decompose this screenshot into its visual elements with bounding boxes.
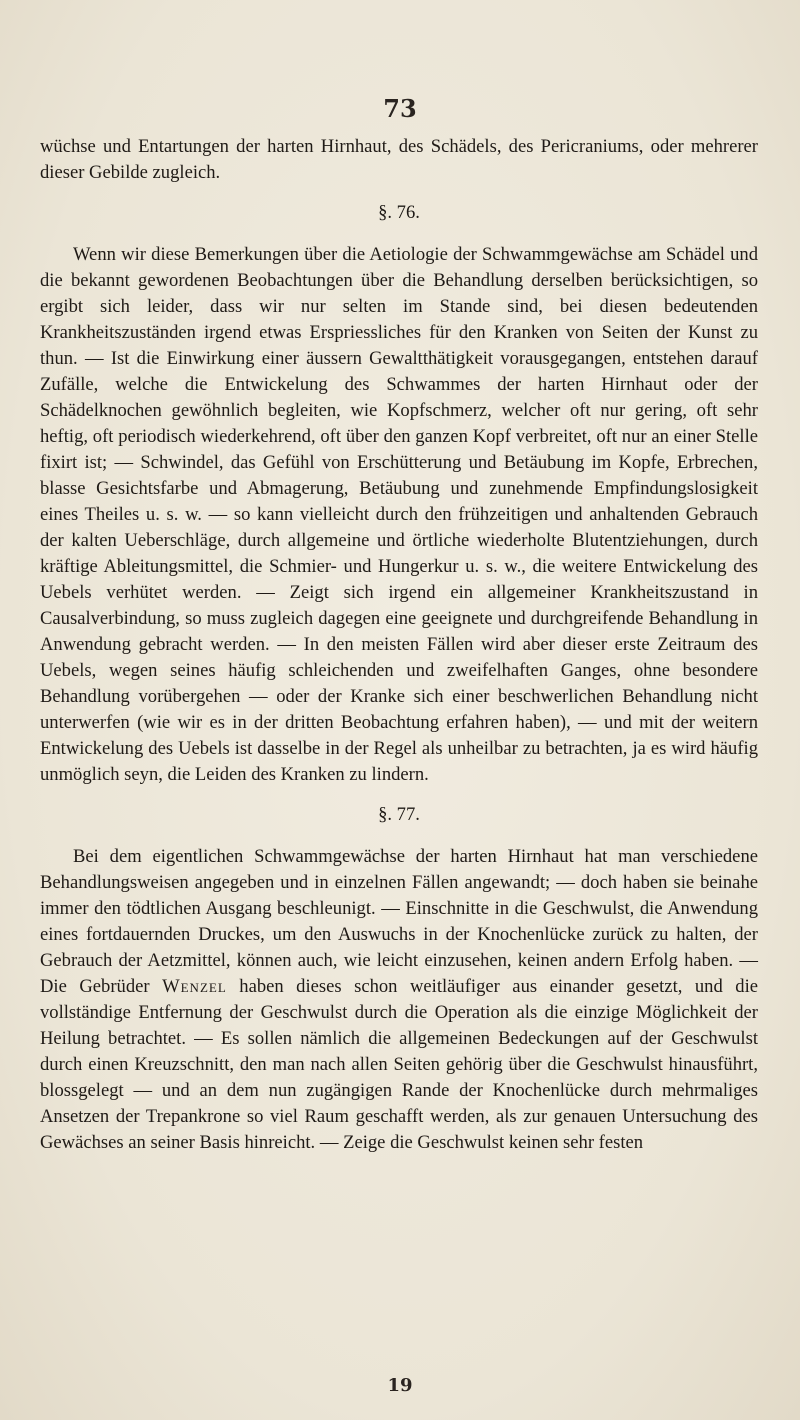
section-77-paragraph: [40, 844, 758, 1156]
section-77-text-part1: Bei dem eigentlichen Schwammgewächse der harten Hirnhaut hat man verschiedene Behandlungsweisen angegeben und in einzelnen Fällen angewandt; — doch haben sie beinahe immer den tödtlichen Ausgang beschleunigt. — Einschnitte in die Geschwulst, die Anwendung eines fortdauernden Druckes, um den Auswuchs in der Knochenlücke zurück zu halten, der Gebrauch der Aetzmittel, können auch, wie leicht einzusehen, keinen andern Erfolg haben. — Die Gebrüder: [40, 846, 758, 997]
section-77-text-part2: haben dieses schon weitläufiger aus einander gesetzt, und die vollständige Entfernung der Geschwulst durch die Operation als die einzige Möglichkeit der Heilung betrachtet. — Es sollen nämlich die allgemeinen Bedeckungen auf der Geschwulst durch einen Kreuzschnitt, den man nach allen Seiten gehörig über die Geschwulst hinausführt, blossgelegt — und an dem nun zugängigen Rande der Knochenlücke durch mehrmaliges Ansetzen der Trepankrone so viel Raum geschafft werden, als zur genauen Untersuchung des Gewächses an seiner Basis hinreicht. — Zeige die Geschwulst keinen sehr festen: [40, 976, 758, 1153]
signature-mark: 19: [387, 1375, 413, 1396]
section-heading-76: §. 76.: [378, 202, 420, 223]
intro-paragraph: wüchse und Entartungen der harten Hirnhaut, des Schädels, des Pericraniums, oder mehrerer dieser Gebilde zugleich.: [40, 136, 758, 183]
author-name-wenzel: Wenzel: [162, 976, 227, 997]
page-number: 73: [383, 94, 417, 123]
page-body: [40, 134, 758, 1156]
section-76-paragraph: Wenn wir diese Bemerkungen über die Aetiologie der Schwammgewächse am Schädel und die bekannt gewordenen Beobachtungen über die Behandlung derselben berücksichtigen, so ergibt sich leider, dass wir nur selten im Stande sind, bei diesen bedeutenden Krankheitszuständen irgend etwas Erspriessliches für den Kranken von Seiten der Kunst zu thun. — Ist die Einwirkung einer äussern Gewaltthätigkeit vorausgegangen, entstehen darauf Zufälle, welche die Entwickelung des Schwammes der harten Hirnhaut oder der Schädelknochen gewöhnlich begleiten, wie Kopfschmerz, welcher oft nur gering, oft sehr heftig, oft periodisch wiederkehrend, oft über den ganzen Kopf verbreitet, oft nur an einer Stelle fixirt ist; — Schwindel, das Gefühl von Erschütterung und Betäubung im Kopfe, Erbrechen, blasse Gesichtsfarbe und Abmagerung, Betäubung und zunehmende Empfindungslosigkeit eines Theiles u. s. w. — so kann vielleicht durch den frühzeitigen und anhaltenden Gebrauch der kalten Ueberschläge, durch allgemeine und örtliche wiederholte Blutentziehungen, durch kräftige Ableitungsmittel, die Schmier- und Hungerkur u. s. w., die weitere Entwickelung des Uebels verhütet werden. — Zeigt sich irgend ein allgemeiner Krankheitszustand in Causalverbindung, so muss zugleich dagegen eine geeignete und durchgreifende Behandlung in Anwendung gebracht werden. — In den meisten Fällen wird aber dieser erste Zeitraum des Uebels, wegen seines häufig schleichenden und zweifelhaften Ganges, ohne besondere Behandlung vorübergehen — oder der Kranke sich einer beschwerlichen Behandlung nicht unterwerfen (wie wir es in der dritten Beobachtung erfahren haben), — und mit der weitern Entwickelung des Uebels ist dasselbe in der Regel als unheilbar zu betrachten, ja es wird häufig unmöglich seyn, die Leiden des Kranken zu lindern.: [40, 244, 758, 785]
section-heading-77: §. 77.: [378, 804, 420, 825]
